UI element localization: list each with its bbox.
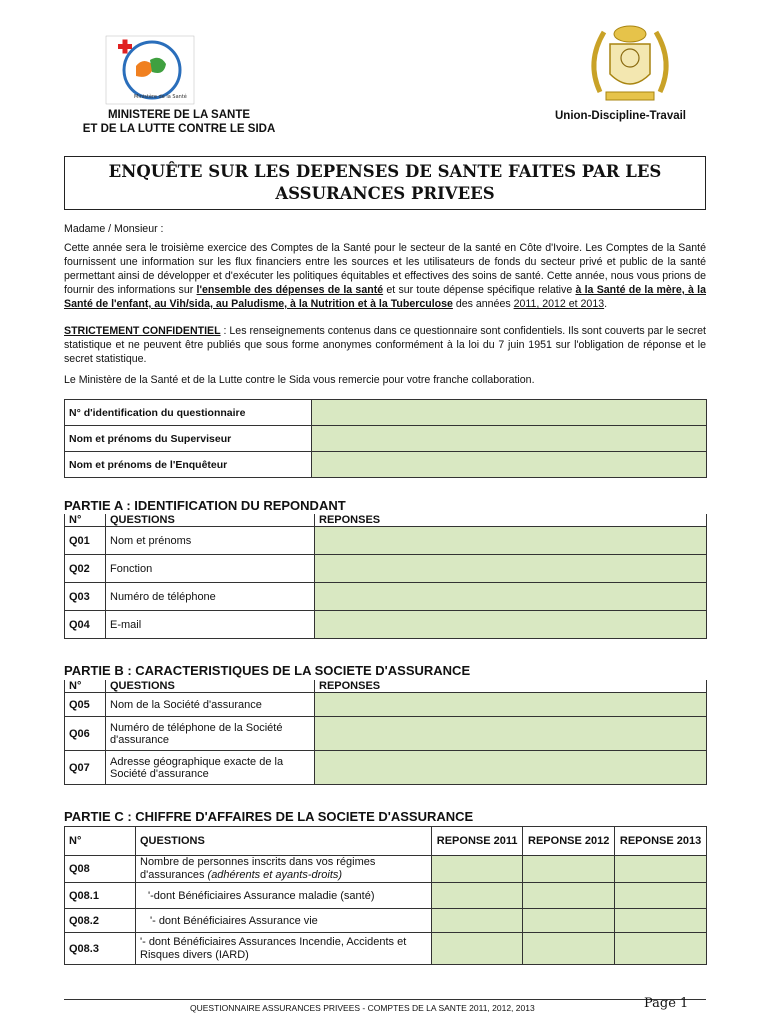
- q-text: Fonction: [106, 555, 315, 583]
- q02-input[interactable]: [315, 555, 707, 583]
- q083-2012-input[interactable]: [523, 933, 615, 965]
- q-text: Adresse géographique exacte de la Société d'assurance: [106, 751, 315, 785]
- title-line-2: ASSURANCES PRIVEES: [275, 184, 495, 203]
- q-text: Numéro de téléphone: [106, 583, 315, 611]
- part-b-title: PARTIE B : CARACTERISTIQUES DE LA SOCIETE D'ASSURANCE: [64, 663, 471, 678]
- q-text: '- dont Bénéficiaires Assurances Incendie, Accidents et Risques divers (IARD): [136, 933, 432, 965]
- confidential-text: : Les renseignements contenus dans ce questionnaire sont confidentiels. Ils sont couverts par le secret statistique et ne peuvent être publiés que sous forme anonymes conformément à la loi du 7 juin 1951 sur l'obligation de réponse et le secret statistique.: [64, 325, 706, 365]
- svg-text:Ministère de la Santé: Ministère de la Santé: [134, 94, 187, 100]
- q01-input[interactable]: [315, 527, 707, 555]
- part-a-table: [64, 514, 707, 639]
- q04-input[interactable]: [315, 611, 707, 639]
- table-row: [65, 883, 707, 909]
- intro-p2-b: l'ensemble des dépenses de la santé: [196, 284, 384, 296]
- q-num: Q08: [65, 856, 136, 883]
- q08-text: Nombre de personnes inscrits dans vos régimes d'assurances: [140, 856, 376, 881]
- intro-paragraph: [64, 241, 706, 311]
- q-text: Nom de la Société d'assurance: [106, 693, 315, 717]
- table-row: [65, 400, 707, 426]
- q-text: E-mail: [106, 611, 315, 639]
- intro-p2-g: .: [604, 298, 608, 310]
- col-questions: QUESTIONS: [106, 514, 315, 527]
- q03-input[interactable]: [315, 583, 707, 611]
- table-row: [65, 527, 707, 555]
- q-num: Q08.1: [65, 883, 136, 909]
- table-row: [65, 933, 707, 965]
- q081-2012-input[interactable]: [523, 883, 615, 909]
- q07-input[interactable]: [315, 751, 707, 785]
- col-2013: REPONSE 2013: [615, 827, 707, 856]
- confidentiality-notice: [64, 324, 706, 366]
- col-responses: REPONSES: [315, 680, 707, 693]
- q081-2013-input[interactable]: [615, 883, 707, 909]
- col-questions: QUESTIONS: [136, 827, 432, 856]
- part-a-title: PARTIE A : IDENTIFICATION DU REPONDANT: [64, 498, 346, 513]
- table-header: [65, 514, 707, 527]
- q-text: Numéro de téléphone de la Société d'assurance: [106, 717, 315, 751]
- part-b-table: [64, 680, 707, 785]
- id-label: Nom et prénoms de l'Enquêteur: [65, 452, 312, 478]
- identification-table: [64, 399, 707, 478]
- supervisor-name-input[interactable]: [312, 426, 707, 452]
- table-row: [65, 611, 707, 639]
- q08-italic: (adhérents et ayants-droits): [207, 869, 343, 881]
- col-num: N°: [65, 514, 106, 527]
- coat-of-arms: [580, 12, 680, 108]
- q083-2013-input[interactable]: [615, 933, 707, 965]
- q-num: Q03: [65, 583, 106, 611]
- table-row: [65, 555, 707, 583]
- q-num: Q01: [65, 527, 106, 555]
- col-2012: REPONSE 2012: [523, 827, 615, 856]
- table-row: [65, 717, 707, 751]
- col-questions: QUESTIONS: [106, 680, 315, 693]
- q082-2013-input[interactable]: [615, 909, 707, 933]
- table-header: [65, 827, 707, 856]
- col-responses: REPONSES: [315, 514, 707, 527]
- col-num: N°: [65, 680, 106, 693]
- q08-2013-input[interactable]: [615, 856, 707, 883]
- intro-p2-e: des années: [452, 298, 514, 310]
- table-row: [65, 909, 707, 933]
- table-row: [65, 583, 707, 611]
- q06-input[interactable]: [315, 717, 707, 751]
- col-2011: REPONSE 2011: [432, 827, 523, 856]
- intro-p1: Cette année sera le troisième exercice des Comptes de la Santé pour le secteur de la santé en Côte d'Ivoire. Les Comptes de la Santé fournissent une information sur les flux financiers entre les sources et les utilisateurs de fonds du secteur privé et public de la santé permettant ainsi de développer et d'exécuter les politiques équitables et effectives des soins de santé.: [64, 242, 706, 282]
- ministry-line-2: ET DE LA LUTTE CONTRE LE SIDA: [82, 123, 276, 135]
- table-header: [65, 680, 707, 693]
- interviewer-name-input[interactable]: [312, 452, 707, 478]
- ministry-logo: [104, 34, 196, 106]
- q-text: [136, 856, 432, 883]
- national-motto: Union-Discipline-Travail: [555, 110, 686, 122]
- col-num: N°: [65, 827, 136, 856]
- table-row: [65, 452, 707, 478]
- q-num: Q05: [65, 693, 106, 717]
- thanks-note: Le Ministère de la Santé et de la Lutte contre le Sida vous remercie pour votre franche collaboration.: [64, 374, 535, 386]
- part-c-title: PARTIE C : CHIFFRE D'AFFAIRES DE LA SOCIETE D'ASSURANCE: [64, 809, 474, 824]
- table-row: [65, 426, 707, 452]
- id-label: N° d'identification du questionnaire: [65, 400, 312, 426]
- questionnaire-id-input[interactable]: [312, 400, 707, 426]
- intro-p2-f: 2011, 2012 et 2013: [513, 298, 605, 310]
- intro-p2-d: à la Santé de la mère, à la Santé de l'enfant, au Vih/sida, au Paludisme, à la Nutrition et à la Tuberculose: [64, 284, 706, 310]
- title-line-1: ENQUÊTE SUR LES DEPENSES DE SANTE FAITES PAR LES: [108, 162, 662, 181]
- q-text: '- dont Bénéficiaires Assurance vie: [136, 909, 432, 933]
- q-text: Nom et prénoms: [106, 527, 315, 555]
- q08-2012-input[interactable]: [523, 856, 615, 883]
- q-text: '-dont Bénéficiaires Assurance maladie (santé): [136, 883, 432, 909]
- page-number: Page 1: [644, 996, 689, 1011]
- id-label: Nom et prénoms du Superviseur: [65, 426, 312, 452]
- footer-divider: [64, 999, 706, 1000]
- table-row: [65, 751, 707, 785]
- confidential-label: STRICTEMENT CONFIDENTIEL: [64, 325, 221, 337]
- table-row: [65, 856, 707, 883]
- ministry-name: [64, 108, 294, 136]
- q082-2012-input[interactable]: [523, 909, 615, 933]
- ministry-line-1: MINISTERE DE LA SANTE: [107, 109, 251, 121]
- q-num: Q08.3: [65, 933, 136, 965]
- q-num: Q08.2: [65, 909, 136, 933]
- q-num: Q07: [65, 751, 106, 785]
- q082-2011-input[interactable]: [432, 909, 523, 933]
- table-row: [65, 693, 707, 717]
- q05-input[interactable]: [315, 693, 707, 717]
- q08-2011-input[interactable]: [432, 856, 523, 883]
- q-num: Q06: [65, 717, 106, 751]
- salutation: Madame / Monsieur :: [64, 223, 164, 235]
- intro-p2-c: et sur toute dépense spécifique relative: [383, 284, 576, 296]
- q-num: Q04: [65, 611, 106, 639]
- q081-2011-input[interactable]: [432, 883, 523, 909]
- footer-text: QUESTIONNAIRE ASSURANCES PRIVEES - COMPTES DE LA SANTE 2011, 2012, 2013: [190, 1003, 535, 1013]
- intro-p2-a: Cette année, nous vous prions de fournir des informations sur: [64, 270, 706, 296]
- part-c-table: [64, 826, 707, 965]
- q-num: Q02: [65, 555, 106, 583]
- document-title: [64, 156, 706, 210]
- q083-2011-input[interactable]: [432, 933, 523, 965]
